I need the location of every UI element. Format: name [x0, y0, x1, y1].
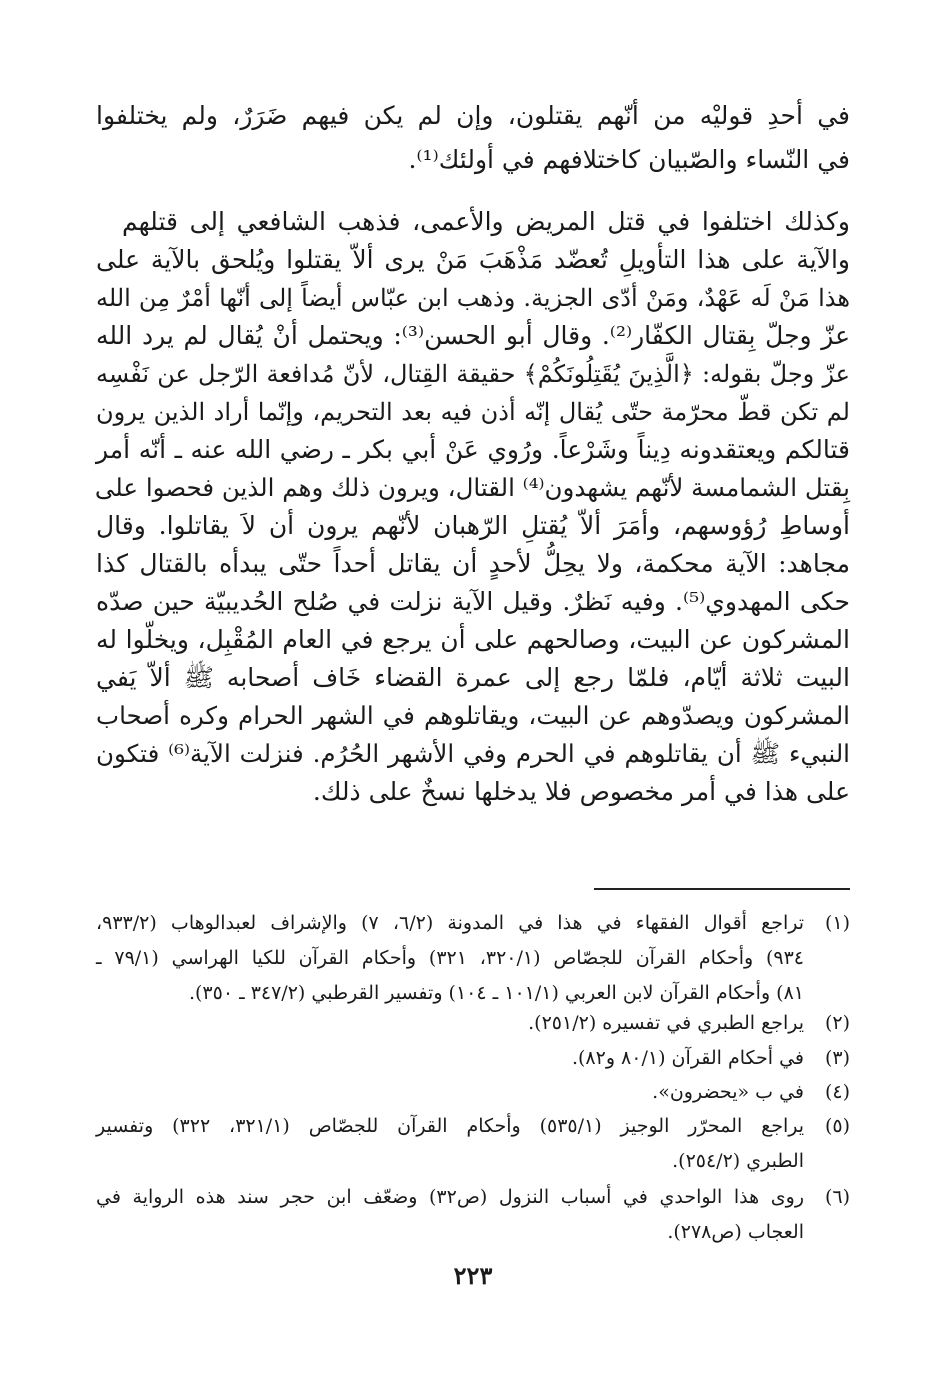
footnote-line: ٩٣٤) وأحكام القرآن للجصّاص (٣٢٠/١، ٣٢١) وأحكام القرآن للكيا الهراسي (٧٩/١ ـ	[96, 947, 805, 969]
footnote-line: في ب «يحضرون».	[652, 1081, 804, 1103]
body-line: المشركون ويصدّوهم عن البيت، ويقاتلوهم في الشهر الحرام وكره أصحاب	[96, 701, 850, 730]
page-number: ٢٢٣	[453, 1261, 493, 1290]
footnote-number: (٥)	[824, 1115, 850, 1137]
body-line: والآية على هذا التأويلِ تُعضّد مَذْهَبَ مَنْ يرى ألاّ يقتلوا ويُلحق بالآية على	[96, 245, 850, 274]
footnote	[96, 1180, 850, 1250]
body-line: عزّ وجلّ بقوله: ﴿الَّذِينَ يُقَتِلُونَكُمْ﴾ حقيقة القِتال، لأنّ مُدافعة الرّجل عن نَفْسِه	[96, 360, 851, 388]
footnote-number: (٢)	[824, 1012, 850, 1034]
footnote-line: يراجع المحرّر الوجيز (٥٣٥/١) وأحكام القرآن للجصّاص (٣٢١/١، ٣٢٢) وتفسير	[96, 1115, 805, 1137]
footnote-line: في أحكام القرآن (٨٠/١ و٨٢).	[571, 1047, 804, 1069]
body-line: هذا مَنْ لَه عَهْدٌ، ومَنْ أدّى الجزية. وذهب ابن عبّاس أيضاً إلى أنّها أمْرٌ مِن الله	[96, 284, 850, 312]
body-line: وكذلك اختلفوا في قتل المريض والأعمى، فذهب الشافعي إلى قتلهم	[122, 207, 850, 236]
body-line: عزّ وجلّ بِقتال الكفّار⁽²⁾. وقال أبو الحسن⁽³⁾: ويحتمل أنْ يُقال لم يرد الله	[96, 321, 851, 350]
body-line: النبيء ﷺ أن يقاتلوهم في الحرم وفي الأشهر الحُرُم. فنزلت الآية⁽⁶⁾ فتكون	[96, 739, 850, 768]
body-line: البيت ثلاثة أيّام، فلمّا رجع إلى عمرة القضاء خَاف أصحابه ﷺ ألاّ يَفي	[96, 663, 850, 692]
footnote	[96, 1041, 850, 1076]
footnote	[96, 1075, 850, 1110]
footnote-line: العجاب (ص٢٧٨).	[667, 1221, 804, 1243]
footnote-number: (٣)	[824, 1047, 850, 1069]
footnote-separator	[594, 888, 850, 890]
footnote-number: (١)	[824, 912, 850, 934]
footnote-line: يراجع الطبري في تفسيره (٢٥١/٢).	[528, 1012, 804, 1034]
body-line: على هذا في أمر مخصوص فلا يدخلها نسخٌ على ذلك.	[312, 777, 850, 806]
body-line: لم تكن قطّ محرّمة حتّى يُقال إنّه أذن فيه بعد التحريم، وإنّما أراد الذين يرون	[96, 398, 850, 426]
body-line: قتالكم ويعتقدونه دِيناً وشَرْعاً. ورُوي عَنْ أبي بكر ـ رضي الله عنه ـ أنّه أمر	[96, 435, 850, 464]
footnote	[96, 906, 850, 1011]
footnote-line: ٨١) وأحكام القرآن لابن العربي (١٠١/١ ـ ١٠٤) وتفسير القرطبي (٣٤٧/٢ ـ ٣٥٠).	[188, 982, 804, 1004]
footnote-number: (٦)	[824, 1186, 850, 1208]
body-line: بِقتل الشمامسة لأنّهم يشهدون⁽⁴⁾ القتال، ويرون ذلك وهم الذين فحصوا على	[94, 473, 850, 502]
footnote-line: تراجع أقوال الفقهاء في هذا في المدونة (٦/٢، ٧) والإشراف لعبدالوهاب (٩٣٣/٢،	[96, 912, 804, 934]
body-line: أوساطِ رُؤوسهم، وأمَرَ ألاّ يُقتلِ الرّهبان لأنّهم يرون أن لاَ يقاتلوا. وقال	[96, 511, 850, 540]
footnote	[96, 1109, 850, 1179]
footnote-line: الطبري (٢٥٤/٢).	[672, 1150, 804, 1172]
body-line: مجاهد: الآية محكمة، ولا يحِلُّ لأحدٍ أن يقاتل أحداً حتّى يبدأه بالقتال كذا	[96, 549, 850, 578]
body-line: المشركون عن البيت، وصالحهم على أن يرجع في العام المُقْبِل، ويخلّوا له	[96, 625, 850, 654]
footnote	[96, 1006, 850, 1041]
body-line: في النّساء والصّبيان كاختلافهم في أولئك⁽¹⁾.	[408, 145, 850, 174]
footnote-line: روى هذا الواحدي في أسباب النزول (ص٣٢) وضعّف ابن حجر سند هذه الرواية في	[96, 1186, 804, 1208]
footnote-number: (٤)	[824, 1081, 850, 1103]
body-line: حكى المهدوي⁽⁵⁾. وفيه نَظرٌ. وقيل الآية نزلت في صُلح الحُديبيّة حين صدّه	[96, 587, 850, 616]
body-line: في أحدِ قوليْه من أنّهم يقتلون، وإن لم يكن فيهم ضَرَرٌ، ولم يختلفوا	[96, 101, 850, 130]
